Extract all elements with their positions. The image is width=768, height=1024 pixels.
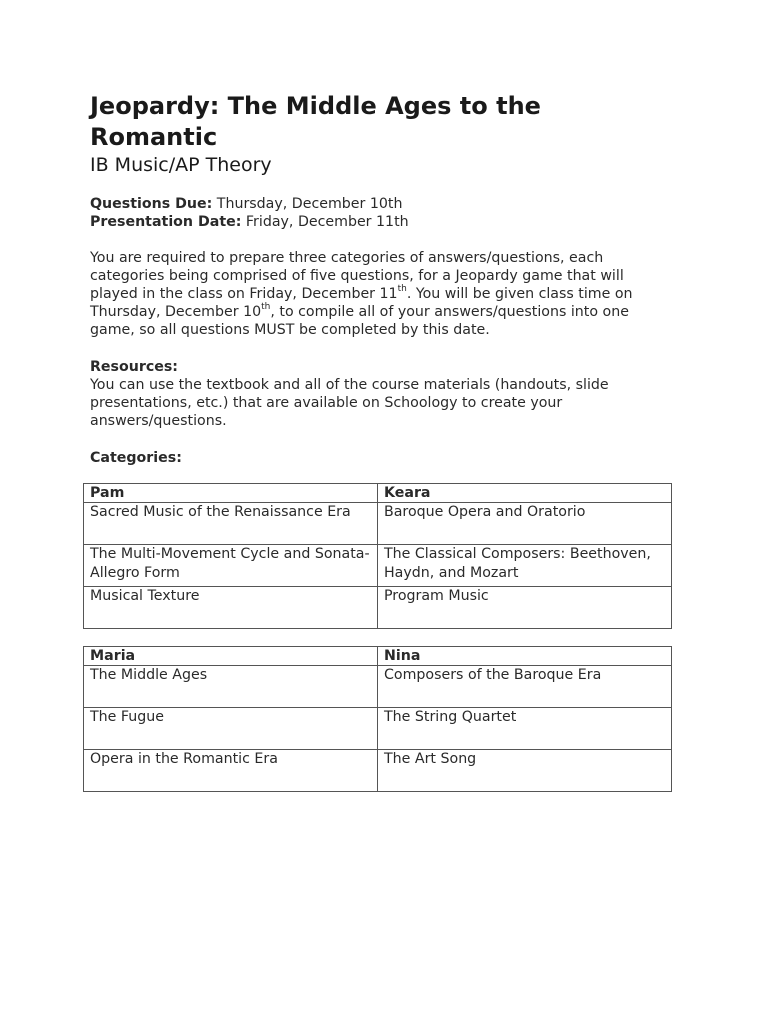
intro-line: [90, 303, 675, 321]
category-cell: The Multi-Movement Cycle and Sonata-Allegro Form: [84, 545, 378, 587]
student-name-cell: Keara: [378, 484, 672, 503]
intro-text: , to compile all of your answers/questions into one: [270, 304, 629, 320]
category-cell: The Classical Composers: Beethoven, Haydn, and Mozart: [378, 545, 672, 587]
category-cell: Musical Texture: [84, 587, 378, 629]
table-row: [84, 503, 672, 545]
resources-line: You can use the textbook and all of the course materials (handouts, slide: [90, 377, 609, 393]
categories-heading: Categories:: [90, 450, 182, 466]
category-cell: The Middle Ages: [84, 666, 378, 708]
category-cell: Opera in the Romantic Era: [84, 750, 378, 792]
category-cell: Sacred Music of the Renaissance Era: [84, 503, 378, 545]
resources-paragraph: [90, 376, 675, 430]
ordinal-suffix: th: [397, 284, 407, 295]
resources-heading: Resources:: [90, 359, 178, 375]
student-name-cell: Pam: [84, 484, 378, 503]
category-cell: The Art Song: [378, 750, 672, 792]
category-cell: The String Quartet: [378, 708, 672, 750]
intro-line: game, so all questions MUST be completed by this date.: [90, 322, 490, 338]
table-row: [84, 545, 672, 587]
category-cell: Composers of the Baroque Era: [378, 666, 672, 708]
intro-line: You are required to prepare three categories of answers/questions, each: [90, 250, 604, 266]
table-header-row: [84, 647, 672, 666]
questions-due-value: Thursday, December 10th: [216, 196, 403, 212]
categories-table-2: [83, 646, 672, 792]
category-cell: Program Music: [378, 587, 672, 629]
table-row: [84, 666, 672, 708]
table-header-row: [84, 484, 672, 503]
table-row: [84, 587, 672, 629]
presentation-date-label: Presentation Date:: [90, 214, 242, 230]
questions-due-label: Questions Due:: [90, 196, 213, 212]
intro-text: played in the class on Friday, December 11: [90, 286, 398, 302]
questions-due-line: [90, 195, 402, 213]
category-cell: The Fugue: [84, 708, 378, 750]
document-title: Jeopardy: The Middle Ages to the Romantic: [90, 92, 541, 151]
document-subtitle: IB Music/AP Theory: [90, 154, 272, 176]
ordinal-suffix: th: [261, 302, 271, 313]
presentation-date-value: Friday, December 11th: [245, 214, 409, 230]
intro-paragraph: [90, 249, 675, 339]
presentation-date-line: [90, 213, 409, 231]
student-name-cell: Maria: [84, 647, 378, 666]
intro-line: categories being comprised of five questions, for a Jeopardy game that will: [90, 268, 624, 284]
resources-line: answers/questions.: [90, 413, 227, 429]
categories-table-1: [83, 483, 672, 629]
intro-text: Thursday, December 10: [90, 304, 262, 320]
table-row: [84, 708, 672, 750]
intro-text: . You will be given class time on: [406, 286, 633, 302]
intro-line: [90, 285, 675, 303]
category-cell: Baroque Opera and Oratorio: [378, 503, 672, 545]
student-name-cell: Nina: [378, 647, 672, 666]
table-row: [84, 750, 672, 792]
resources-line: presentations, etc.) that are available on Schoology to create your: [90, 395, 563, 411]
